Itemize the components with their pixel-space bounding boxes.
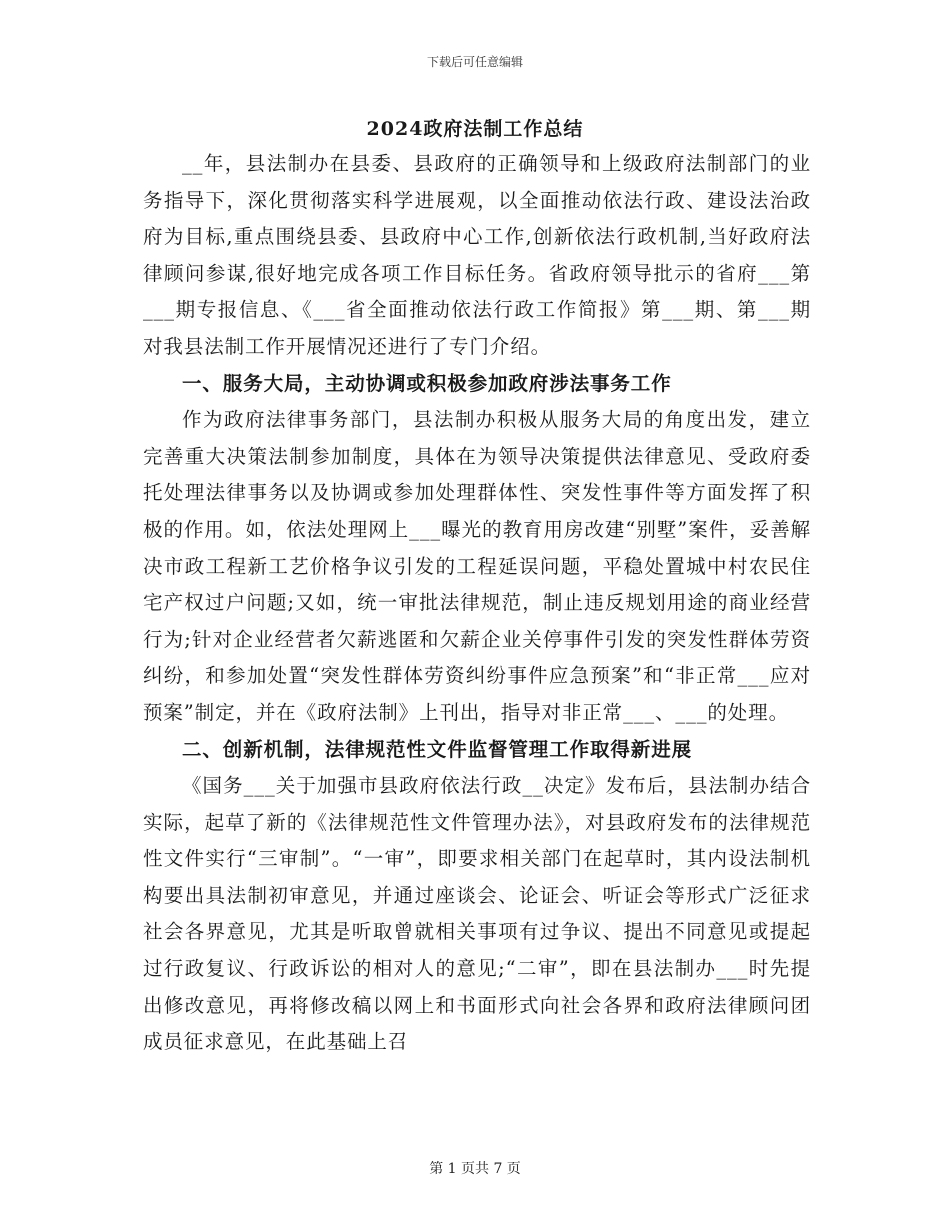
section-heading-1: 一、服务大局，主动协调或积极参加政府涉法事务工作 [182,371,672,395]
section-heading-2: 二、创新机制，法律规范性文件监督管理工作取得新进展 [182,737,693,761]
document-title: 2024政府法制工作总结 [366,118,584,140]
document-body [143,146,811,1061]
paragraph-intro: __年，县法制办在县委、县政府的正确领导和上级政府法制部门的业务指导下，深化贯彻落实科学进展观，以全面推动依法行政、建设法治政府为目标,重点围绕县委、县政府中心工作,创新依法行政机制,当好政府法律顾问参谋,很好地完成各项工作目标任务。省政府领导批示的省府___第___期专报信息、《___省全面推动依法行政工作简报》第___期、第___期对我县法制工作开展情况还进行了专门介绍。 [143,152,811,358]
paragraph-section-1: 作为政府法律事务部门，县法制办积极从服务大局的角度出发，建立完善重大决策法制参加制度，具体在为领导决策提供法律意见、受政府委托处理法律事务以及协调或参加处理群体性、突发性事件等方面发挥了积极的作用。如，依法处理网上___曝光的教育用房改建“别墅”案件，妥善解决市政工程新工艺价格争议引发的工程延误问题，平稳处置城中村农民住宅产权过户问题;又如，统一审批法律规范，制止违反规划用途的商业经营行为;针对企业经营者欠薪逃匿和欠薪企业关停事件引发的突发性群体劳资纠纷，和参加处置“突发性群体劳资纠纷事件应急预案”和“非正常___应对预案”制定，并在《政府法制》上刊出，指导对非正常___、___的处理。 [143,408,811,724]
paragraph-section-2: 《国务___关于加强市县政府依法行政__决定》发布后，县法制办结合实际，起草了新的《法律规范性文件管理办法》，对县政府发布的法律规范性文件实行“三审制”。“一审”，即要求相关部门在起草时，其内设法制机构要出具法制初审意见，并通过座谈会、论证会、听证会等形式广泛征求社会各界意见，尤其是听取曾就相关事项有过争议、提出不同意见或提起过行政复议、行政诉讼的相对人的意见;“二审”，即在县法制办___时先提出修改意见，再将修改稿以网上和书面形式向社会各界和政府法律顾问团成员征求意见，在此基础上召 [143,774,811,1054]
header-note: 下载后可任意编辑 [426,55,523,69]
page-footer: 第 1 页共 7 页 [429,1161,521,1177]
